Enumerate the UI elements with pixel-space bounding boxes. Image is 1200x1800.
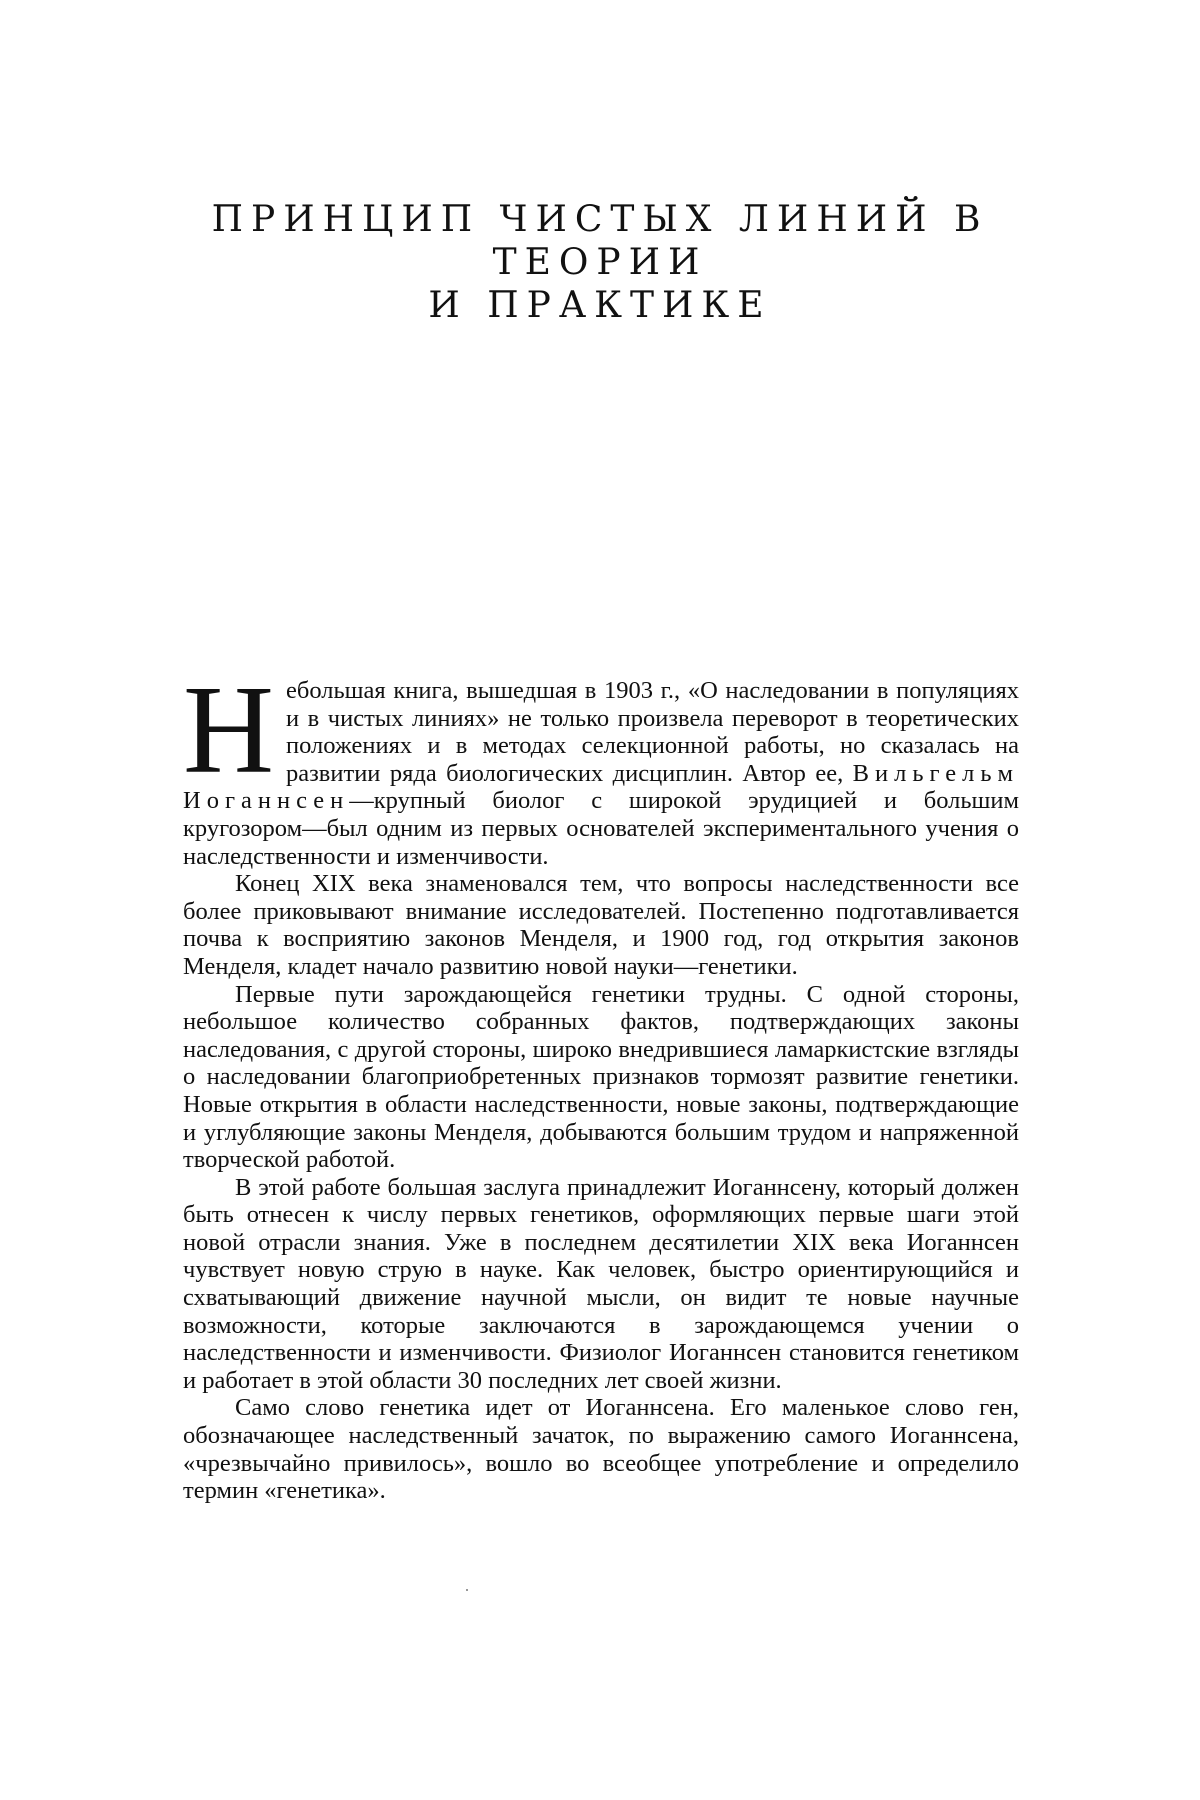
chapter-title-line-2: И ПРАКТИКЕ — [150, 284, 1050, 327]
author-name: Вильгельм Иоганнсен — [183, 760, 1019, 815]
paragraph-1-part-b: —крупный биолог с широкой эрудицией и большим кругозором—был одним из первых основателей экспериментального учения о наследственности и изменчивости. — [183, 787, 1019, 869]
chapter-title — [150, 198, 1050, 327]
chapter-title-line-1: ПРИНЦИП ЧИСТЫХ ЛИНИЙ В ТЕОРИИ — [150, 198, 1050, 284]
paragraph-5: Само слово генетика идет от Иоганнсена. Его маленькое слово ген, обозначающее наследственный зачаток, по выражению самого Иоганнсена, «чрезвычайно привилось», вошло во всеобщее употребление и определило термин «генетика». — [183, 1394, 1019, 1504]
paragraph-1 — [183, 677, 1019, 870]
drop-cap: Н — [183, 683, 274, 787]
opening-paragraph-block — [183, 677, 1019, 870]
document-page — [0, 0, 1200, 1800]
paragraph-4: В этой работе большая заслуга принадлежит Иоганнсену, который должен быть отнесен к числу первых генетиков, оформляющих первые шаги этой новой отрасли знания. Уже в последнем десятилетии XIX века Иоганнсен чувствует новую струю в науке. Как человек, быстро ориентирующийся и схватывающий движение научной мысли, он видит те новые научные возможности, которые заключаются в зарождающемся учении о наследственности и изменчивости. Физиолог Иоганнсен становится генетиком и работает в этой области 30 последних лет своей жизни. — [183, 1174, 1019, 1395]
print-speck — [466, 1589, 468, 1591]
paragraph-2: Конец XIX века знаменовался тем, что вопросы наследственности все более приковывают внимание исследователей. Постепенно подготавливается почва к восприятию законов Менделя, и 1900 год, год открытия законов Менделя, кладет начало развитию новой науки—генетики. — [183, 870, 1019, 980]
article-body — [183, 677, 1019, 1505]
paragraph-1-part-a: ебольшая книга, вышедшая в 1903 г., «О наследовании в популяциях и в чистых линиях» не только произвела переворот в теоретических положениях и в методах селекционной работы, но сказалась на развитии ряда биологических дисциплин. Автор ее, — [286, 677, 1019, 787]
paragraph-3: Первые пути зарождающейся генетики трудны. С одной стороны, небольшое количество собранных фактов, подтверждающих законы наследования, с другой стороны, широко внедрившиеся ламаркистские взгляды о наследовании благоприобретенных признаков тормозят развитие генетики. Новые открытия в области наследственности, новые законы, подтверждающие и углубляющие законы Менделя, добываются большим трудом и напряженной творческой работой. — [183, 981, 1019, 1174]
